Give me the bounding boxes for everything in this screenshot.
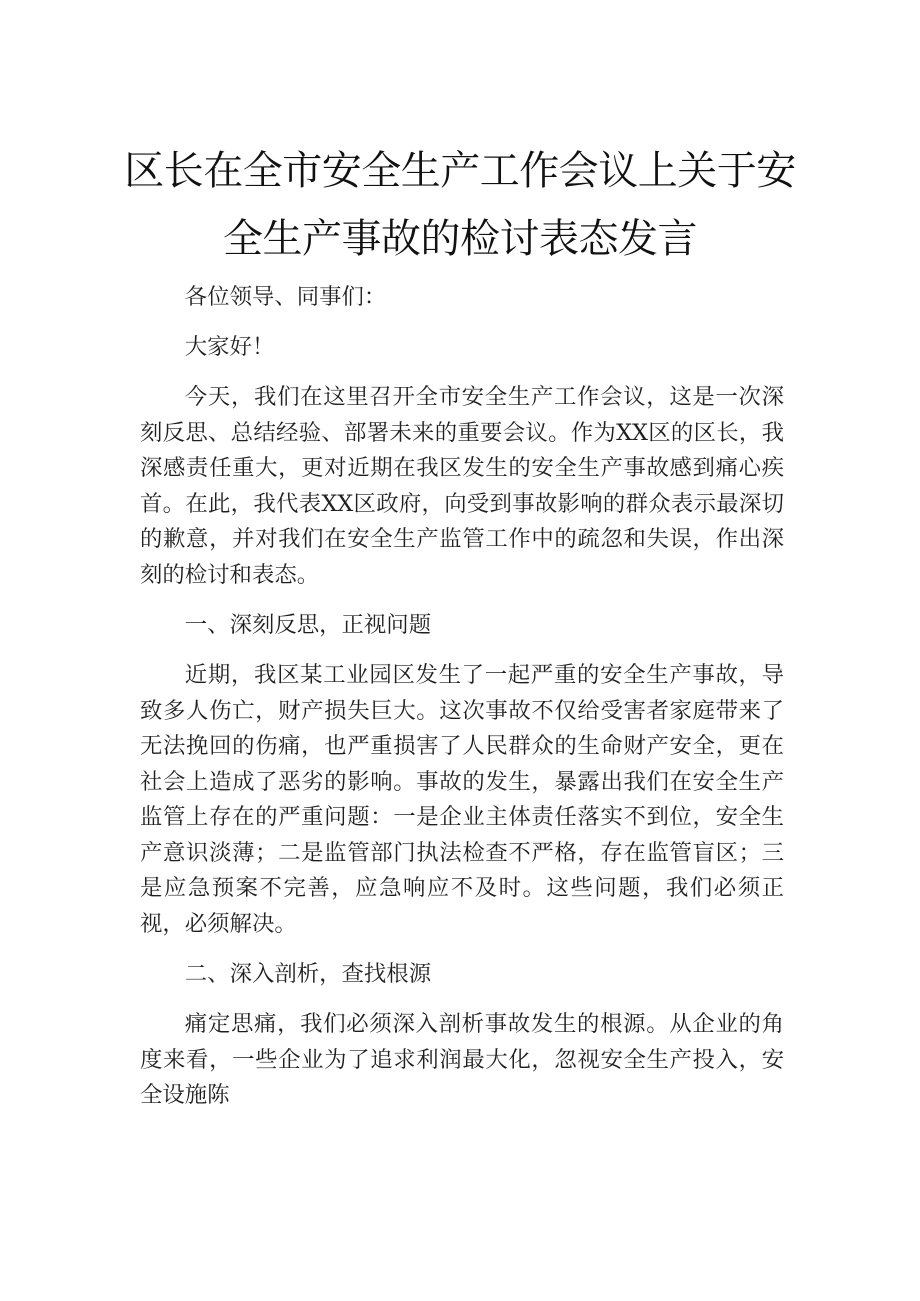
section-heading-1: 一、深刻反思，正视问题 [184, 612, 432, 639]
document-body [140, 280, 784, 1128]
intro-paragraph: 今天，我们在这里召开全市安全生产工作会议，这是一次深刻反思、总结经验、部署未来的重要会议。作为XX区的区长，我深感责任重大，更对近期在我区发生的安全生产事故感到痛心疾首。在此，我代表XX区政府，向受到事故影响的群众表示最深切的歉意，并对我们在安全生产监管工作中的疏忽和失误，作出深刻的检讨和表态。 [140, 384, 784, 588]
document-title: 区长在全市安全生产工作会议上关于安全生产事故的检讨表态发言 [124, 148, 796, 262]
section-1-paragraph: 近期，我区某工业园区发生了一起严重的安全生产事故，导致多人伤亡，财产损失巨大。这次事故不仅给受害者家庭带来了无法挽回的伤痛，也严重损害了人民群众的生命财产安全，更在社会上造成了恶劣的影响。事故的发生，暴露出我们在安全生产监管上存在的严重问题：一是企业主体责任落实不到位，安全生产意识淡薄；二是监管部门执法检查不严格，存在监管盲区；三是应急预案不完善，应急响应不及时。这些问题，我们必须正视，必须解决。 [140, 662, 784, 937]
salutation: 各位领导、同事们： [184, 284, 387, 310]
section-2-paragraph: 痛定思痛，我们必须深入剖析事故发生的根源。从企业的角度来看，一些企业为了追求利润最大化，忽视安全生产投入，安全设施陈 [140, 1011, 784, 1109]
greeting: 大家好！ [184, 334, 275, 361]
section-heading-2: 二、深入剖析，查找根源 [184, 960, 432, 987]
